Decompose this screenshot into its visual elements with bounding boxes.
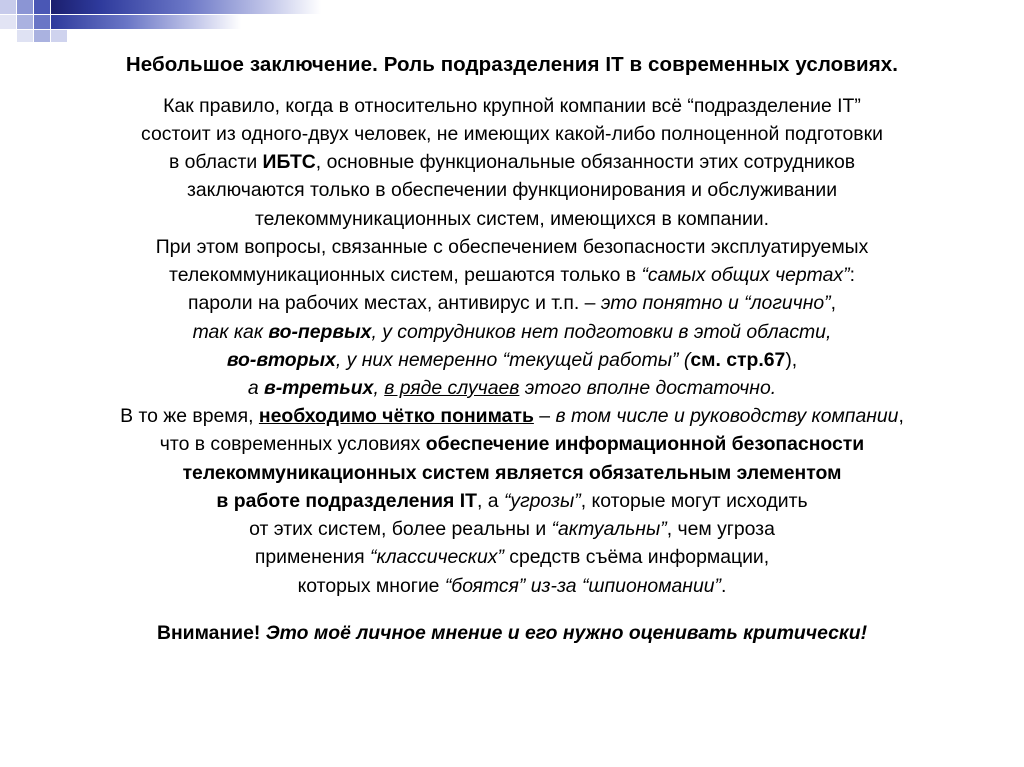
- text-run-italic: этого вполне достаточно.: [519, 376, 777, 399]
- text-run-italic: а: [247, 376, 265, 399]
- text-run-italic: “самых общих чертах”: [641, 264, 850, 287]
- text-run-italic: , у сотрудников нет подготовки в этой области,: [371, 320, 832, 343]
- text-run-italic: “боятся” из-за “шпиономании”: [444, 574, 721, 597]
- text-run: –: [533, 405, 556, 428]
- text-run: которых многие: [297, 574, 445, 597]
- paragraph-1-line-5: телекоммуникационных систем, имеющихся в компании.: [254, 207, 769, 230]
- paragraph-3-line-2: [34, 430, 990, 458]
- text-run-underline-bold: необходимо чётко понимать: [258, 405, 534, 428]
- text-run-bold: обеспечение информационной безопасности: [425, 433, 865, 456]
- text-run-quote: “подразделение IT”: [687, 94, 861, 117]
- text-run: ,: [830, 292, 837, 315]
- text-run: что в современных условиях: [159, 433, 426, 456]
- paragraph-1-line-1: [34, 92, 990, 120]
- text-run: Как правило, когда в относительно крупной компании всё: [163, 94, 688, 117]
- text-run: :: [849, 264, 855, 287]
- paragraph-2-line-6: [34, 374, 990, 402]
- page-title: Небольшое заключение. Роль подразделения IT в современных условиях.: [125, 53, 899, 76]
- text-run: телекоммуникационных систем, решаются только в: [169, 264, 642, 287]
- text-run: В то же время,: [120, 405, 259, 428]
- attention-text: Это моё личное мнение и его нужно оценивать критически!: [260, 621, 868, 644]
- text-run: , которые могут исходить: [580, 489, 808, 512]
- paragraph-3-line-7: [34, 572, 990, 600]
- text-run-bold: ИБТС: [262, 151, 316, 174]
- text-run-italic: “классических”: [370, 546, 504, 569]
- paragraph-2-line-4: [34, 318, 990, 346]
- text-run: пароли на рабочих местах, антивирус и т.п. –: [187, 292, 601, 315]
- attention-note: [34, 619, 990, 647]
- text-run-italic: “угрозы”: [503, 489, 581, 512]
- text-run: ,: [898, 405, 904, 428]
- text-run-bold: в работе подразделения IT: [216, 489, 477, 512]
- paragraph-3-line-4: [34, 487, 990, 515]
- text-run: средств съёма информации,: [503, 546, 770, 569]
- text-run-italic: , у них немеренно “текущей работы” (: [335, 348, 691, 371]
- text-run-bold-italic: во-первых: [268, 320, 372, 343]
- text-run-italic: ,: [373, 376, 385, 399]
- text-run-underline-italic: в ряде случаев: [384, 376, 520, 399]
- paragraph-1-line-4: заключаются только в обеспечении функционирования и обслуживании: [186, 179, 838, 202]
- paragraph-2-line-5: [34, 346, 990, 374]
- paragraph-2-line-3: [34, 289, 990, 317]
- text-run: , основные функциональные обязанности этих сотрудников: [315, 151, 856, 174]
- slide-body: [34, 92, 990, 647]
- attention-label: Внимание!: [156, 621, 261, 644]
- text-run-bold-italic: в-третьих: [264, 376, 374, 399]
- text-run-italic: так как: [192, 320, 269, 343]
- text-run-italic: это понятно и “логично”: [600, 292, 831, 315]
- paragraph-1-line-2: состоит из одного-двух человек, не имеющих какой-либо полноценной подготовки: [141, 122, 883, 145]
- text-run-italic: в том числе и руководству компании: [555, 405, 899, 428]
- paragraph-3-line-3: телекоммуникационных систем является обязательным элементом: [182, 461, 842, 484]
- text-run: ),: [785, 348, 798, 371]
- text-run: .: [720, 574, 727, 597]
- paragraph-1-line-3: [34, 148, 990, 176]
- text-run: в области: [168, 151, 263, 174]
- text-run: от этих систем, более реальны и: [249, 518, 552, 541]
- text-run-italic: “актуальны”: [551, 518, 667, 541]
- paragraph-3-line-1: [34, 402, 990, 430]
- paragraph-3-line-5: [34, 515, 990, 543]
- text-run-bold-italic: во-вторых: [226, 348, 336, 371]
- paragraph-2-line-1: При этом вопросы, связанные с обеспечением безопасности эксплуатируемых: [155, 235, 869, 258]
- text-run: , а: [476, 489, 504, 512]
- text-run: применения: [254, 546, 370, 569]
- paragraph-3-line-6: [34, 543, 990, 571]
- text-run-bold: см. стр.67: [690, 348, 786, 371]
- paragraph-2-line-2: [34, 261, 990, 289]
- text-run: , чем угроза: [666, 518, 775, 541]
